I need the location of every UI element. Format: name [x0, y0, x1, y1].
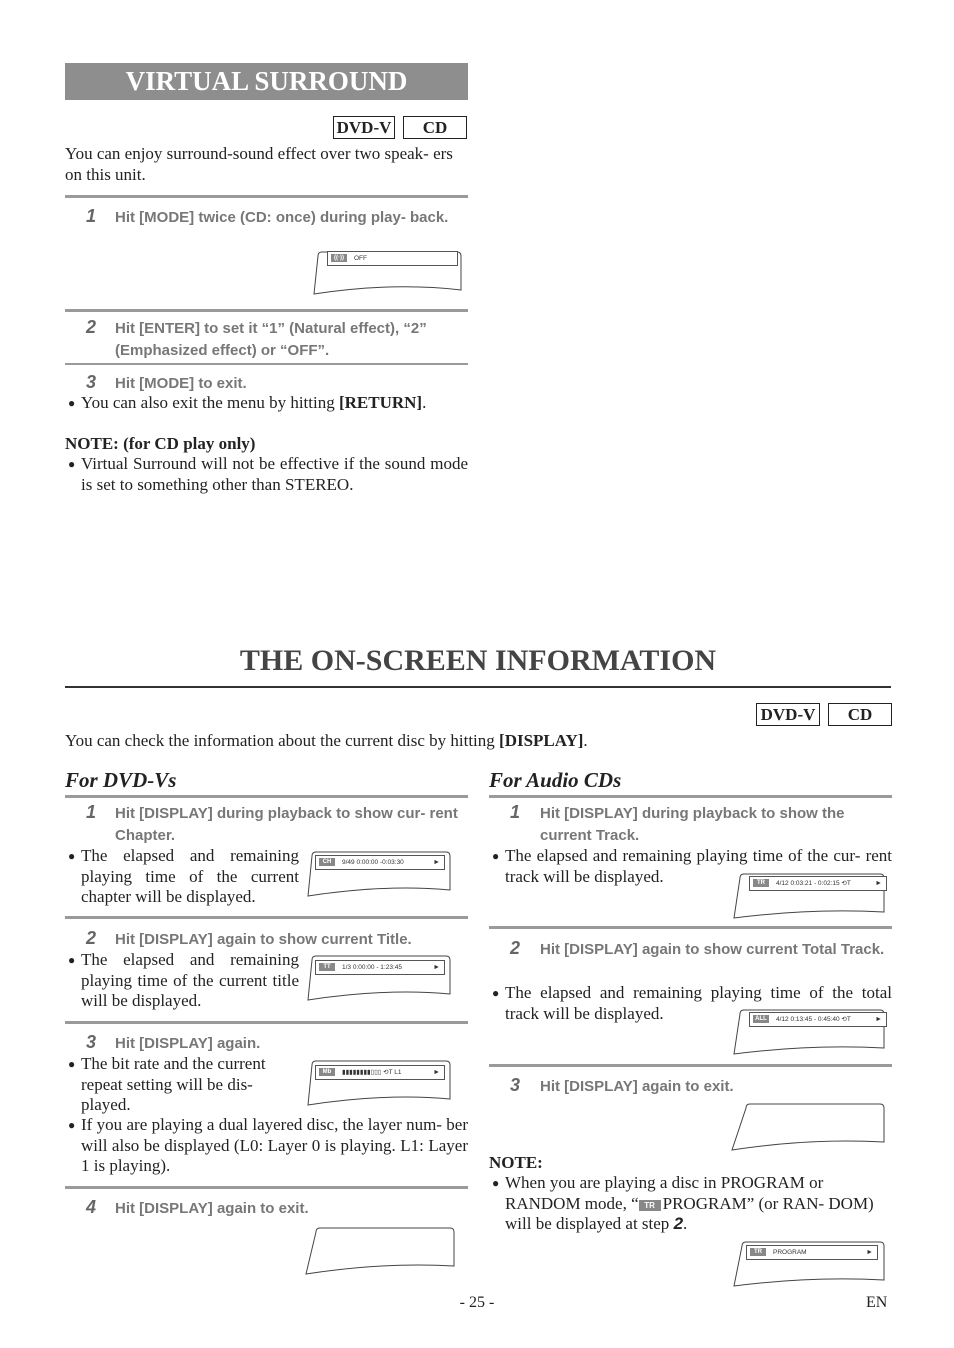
- dvd-step-2-bullet: ● The elapsed and remaining playing time of the current title will be displayed.: [68, 950, 299, 1010]
- cd-note-title: NOTE:: [489, 1153, 543, 1172]
- vs-step-2: Hit [ENTER] to set it “1” (Natural effect), “2” (Emphasized effect) or “OFF”.: [115, 320, 427, 359]
- osd-text: OFF: [354, 255, 367, 262]
- osd-program: [746, 1245, 878, 1260]
- osd-chapter: [315, 855, 445, 870]
- title-rule: [65, 686, 891, 688]
- tag-cd: CD: [403, 116, 467, 139]
- vs-step-3: Hit [MODE] to exit.: [115, 375, 247, 392]
- osd-text: 1/3 0:00:00 - 1:23:45: [342, 964, 402, 971]
- cd-step-3: Hit [DISPLAY] again to exit.: [540, 1078, 734, 1095]
- cd-step-1-bullet: ● The elapsed and remaining playing time of the cur- rent track will be displayed.: [492, 846, 892, 886]
- cd-step-1: Hit [DISPLAY] during playback to show the current Track.: [540, 805, 845, 844]
- section-title-on-screen-information: THE ON-SCREEN INFORMATION: [239, 644, 717, 677]
- osd-track: [749, 876, 887, 891]
- step-number: 2: [510, 938, 521, 958]
- osd-text: 4/12 0:13:45 - 0:45:40 ⟲T: [776, 1016, 851, 1023]
- step-number: 3: [510, 1075, 521, 1095]
- step-number: 2: [86, 317, 97, 337]
- cd-subtitle: For Audio CDs: [489, 768, 622, 792]
- divider: [65, 795, 468, 798]
- vs-step-1: Hit [MODE] twice (CD: once) during play- back.: [115, 209, 449, 226]
- bullet-icon: ●: [68, 1118, 76, 1132]
- dvd-step-1-bullet: ● The elapsed and remaining playing time of the current chapter will be displayed.: [68, 846, 299, 906]
- tag-dvd-v: DVD-V: [333, 116, 395, 139]
- divider: [65, 1021, 468, 1024]
- dvd-step-3-bullet-1: ● The bit rate and the current repeat setting will be dis- played.: [68, 1054, 266, 1114]
- osd-text: ▮▮▮▮▮▮▮▮▯▯▯ ⟲T L1: [342, 1069, 402, 1076]
- dvd-step-1: Hit [DISPLAY] during playback to show cur- rent Chapter.: [115, 805, 458, 844]
- step-number: 3: [86, 372, 97, 392]
- track-icon: TR: [750, 1248, 766, 1256]
- play-icon: ►: [433, 964, 440, 971]
- surround-icon: ((·)): [331, 254, 347, 262]
- tag-cd: CD: [828, 703, 892, 726]
- osd-surround: [327, 251, 458, 266]
- play-icon: ►: [433, 859, 440, 866]
- bullet-icon: ●: [68, 1057, 76, 1071]
- step-number: 2: [86, 928, 97, 948]
- tv-screen-icon: [730, 1100, 894, 1154]
- section-title-virtual-surround: VIRTUAL SURROUND: [65, 63, 468, 100]
- vs-note-bullet: ● Virtual Surround will not be effective if the sound mode is set to something other than STEREO.: [68, 454, 468, 494]
- step-number: 1: [86, 206, 97, 226]
- dvd-step-3-bullet-2: ● If you are playing a dual layered disc, the layer num- ber will also be displayed (L0: Layer 0 is playing. L1: Layer 1 is playing).: [68, 1115, 468, 1175]
- divider: [65, 363, 468, 365]
- divider: [489, 795, 892, 798]
- divider: [65, 1186, 468, 1189]
- play-icon: ►: [433, 1069, 440, 1076]
- dvd-step-2: Hit [DISPLAY] again to show current Title.: [115, 931, 412, 948]
- step-number: 3: [86, 1032, 97, 1052]
- vs-note-title: NOTE: (for CD play only): [65, 434, 256, 453]
- osi-intro: You can check the information about the current disc by hitting [DISPLAY].: [65, 731, 588, 750]
- bullet-icon: ●: [68, 953, 76, 967]
- osd-bitrate: [315, 1065, 445, 1080]
- divider: [65, 195, 468, 198]
- track-icon: TR: [639, 1200, 661, 1211]
- divider: [65, 916, 468, 919]
- track-icon: TR: [753, 879, 769, 887]
- divider: [489, 1064, 892, 1067]
- cd-note-bullet: ● When you are playing a disc in PROGRAM or RANDOM mode, “ TR PROGRAM” (or RAN- DOM) will be displayed at step 2.: [492, 1173, 874, 1233]
- page-number: - 25 -: [459, 1294, 495, 1311]
- osd-text: PROGRAM: [773, 1249, 807, 1256]
- divider: [65, 309, 468, 312]
- cd-step-2-bullet: ● The elapsed and remaining playing time of the total track will be displayed.: [492, 983, 892, 1023]
- bullet-icon: ●: [492, 986, 500, 1000]
- title-icon: TT: [319, 963, 335, 971]
- tv-screen-icon: [304, 1224, 464, 1278]
- dvd-subtitle: For DVD-Vs: [65, 768, 177, 792]
- vs-bullet-return: ● You can also exit the menu by hitting [RETURN].: [68, 393, 427, 412]
- chapter-icon: CH: [319, 858, 335, 866]
- language-code: EN: [866, 1294, 888, 1311]
- divider: [489, 926, 892, 929]
- step-number: 1: [86, 802, 97, 822]
- bullet-icon: ●: [68, 457, 76, 471]
- play-icon: ►: [866, 1249, 873, 1256]
- play-icon: ►: [875, 1016, 882, 1023]
- osd-text: 9/49 0:00:00 -0:03:30: [342, 859, 404, 866]
- bullet-icon: ●: [68, 849, 76, 863]
- bullet-icon: ●: [492, 1176, 500, 1190]
- all-tracks-icon: ALL: [753, 1015, 769, 1023]
- step-number: 4: [86, 1197, 97, 1217]
- dvd-step-3: Hit [DISPLAY] again.: [115, 1035, 261, 1052]
- dvd-step-4: Hit [DISPLAY] again to exit.: [115, 1200, 309, 1217]
- bullet-icon: ●: [492, 849, 500, 863]
- step-number: 1: [510, 802, 521, 822]
- cd-step-2: Hit [DISPLAY] again to show current Total Track.: [540, 941, 885, 958]
- bitrate-icon: Mb: [319, 1068, 335, 1076]
- play-icon: ►: [875, 880, 882, 887]
- tag-dvd-v: DVD-V: [756, 703, 820, 726]
- vs-intro: You can enjoy surround-sound effect over two speak- ers on this unit.: [65, 144, 453, 184]
- osd-text: 4/12 0:03:21 - 0:02:15 ⟲T: [776, 880, 851, 887]
- bullet-icon: ●: [68, 396, 76, 410]
- osd-total-track: [749, 1012, 887, 1027]
- osd-title: [315, 960, 445, 975]
